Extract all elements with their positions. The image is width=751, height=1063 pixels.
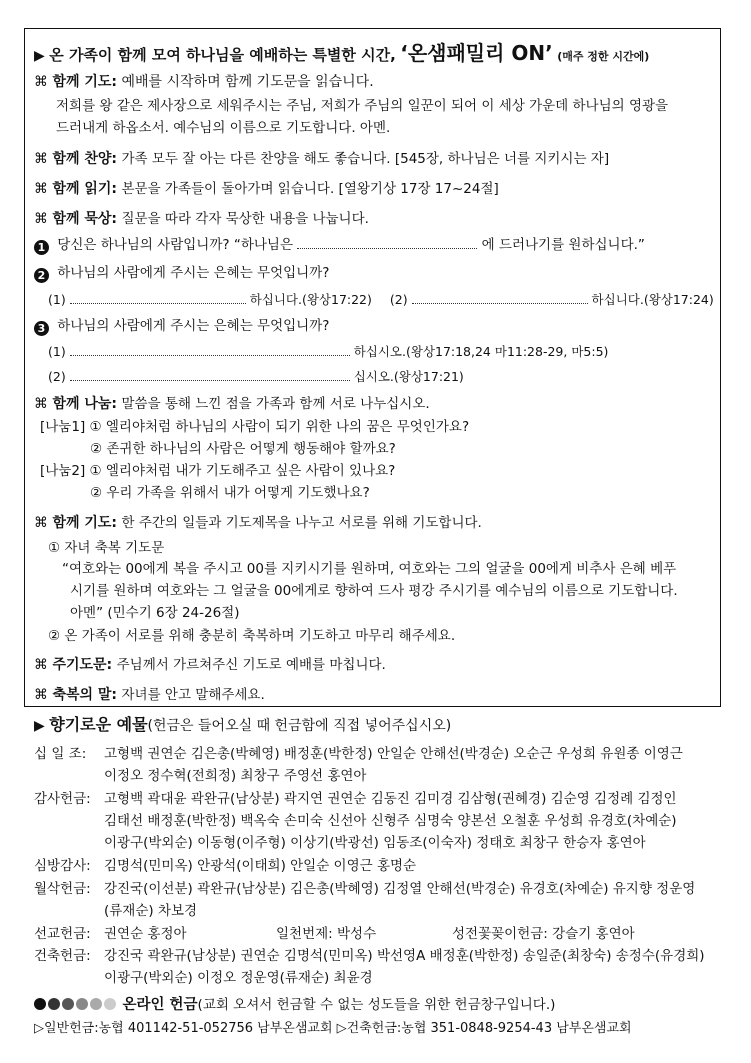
online-title: 온라인 헌금	[122, 997, 198, 1013]
prayer2-row	[34, 514, 482, 532]
command-icon: ⌘	[34, 515, 48, 531]
answer-ref: 하십시오.(왕상17:18,24 마11:28-29, 마5:5)	[353, 344, 609, 359]
question-1	[34, 236, 645, 255]
answer-number: (1)	[48, 344, 66, 359]
answer-blank	[70, 292, 246, 304]
dot-icon	[62, 998, 74, 1010]
flower-label: 성전꽃꽂이헌금:	[452, 926, 548, 942]
dot-icon	[76, 998, 88, 1010]
prayer1-body: 저희를 왕 같은 제사장으로 세워주시는 주님, 저희가 주님의 일꾼이 되어 이 세상 가운데 하나님의 영광을	[56, 98, 669, 114]
lords-prayer-text: 주님께서 가르쳐주신 기도로 예배를 마칩니다.	[116, 657, 386, 673]
monthly-label: 월삭헌금:	[34, 881, 91, 897]
answer-blank	[70, 344, 350, 356]
number-3-icon: 3	[34, 321, 49, 336]
blessing-text: 자녀를 안고 말해주세요.	[121, 687, 265, 703]
dot-icon	[90, 998, 102, 1010]
dot-icon	[104, 998, 116, 1010]
command-icon: ⌘	[34, 687, 48, 703]
sharing-text: 말씀을 통해 느낀 점을 가족과 함께 서로 나누십시오.	[121, 396, 430, 412]
meditation-text: 질문을 따라 각자 묵상한 내용을 나눕니다.	[121, 211, 369, 227]
thanks-row	[34, 790, 677, 808]
question-3	[34, 317, 329, 336]
sharing-label: 함께 나눔:	[52, 396, 118, 412]
header-text: 온 가족이 함께 모여 하나님을 예배하는 특별한 시간,	[49, 46, 396, 64]
building-names: 강진국 곽완규(남상분) 권연순 김명석(민미옥) 박선영A 배정훈(박한정) 송일준(최창숙) 송정수(유경희)	[104, 948, 705, 964]
arrow-icon: ▶	[34, 48, 45, 64]
number-1-icon: 1	[34, 240, 49, 255]
prayer1-text: 예배를 시작하며 함께 기도문을 읽습니다.	[121, 74, 374, 90]
header	[34, 40, 649, 70]
meditation-row	[34, 210, 369, 228]
prayer2-label: 함께 기도:	[52, 515, 118, 531]
prayer2-body: 시기를 원하며 여호와는 그 얼굴을 00에게로 향하여 드사 평강 주시기를 예수님의 이름으로 기도합니다.	[70, 583, 678, 599]
praise-label: 함께 찬양:	[52, 151, 118, 167]
command-icon: ⌘	[34, 211, 48, 227]
blessing-label: 축복의 말:	[52, 687, 118, 703]
visit-thanks-row	[34, 857, 416, 875]
flower-row	[452, 925, 635, 943]
question-1-text: 당신은 하나님의 사람입니까? “하나님은	[57, 237, 293, 253]
answer-number: (2)	[48, 369, 66, 384]
online-header	[34, 996, 555, 1014]
question-3-answer-2	[48, 368, 464, 386]
building-row	[34, 947, 705, 965]
dot-icon	[48, 998, 60, 1010]
header-note: (매주 정한 시간에)	[557, 50, 650, 63]
thanks-names: 고형백 곽대윤 곽완규(남상분) 곽지연 권연순 김동진 김미경 김삼형(권혜경) 김순영 김정례 김정인	[104, 791, 677, 807]
lords-prayer-row	[34, 656, 386, 674]
prayer2-body: 아멘” (민수기 6장 24-26절)	[70, 605, 240, 621]
command-icon: ⌘	[34, 74, 48, 90]
first-fruits-label: 일천번제:	[276, 926, 333, 942]
praise-text: 가족 모두 잘 아는 다른 찬양을 해도 좋습니다. [545장, 하나님은 너를 지키시는 자]	[121, 151, 610, 167]
answer-blank	[412, 292, 588, 304]
prayer1-body: 드러내게 하옵소서. 예수님의 이름으로 기도합니다. 아멘.	[56, 120, 391, 136]
answer-ref: 하십니다.(왕상17:22)	[249, 292, 372, 307]
blessing-row	[34, 686, 265, 704]
mission-names: 권연순 홍정아	[104, 926, 187, 942]
command-icon: ⌘	[34, 181, 48, 197]
mission-row	[34, 925, 187, 943]
tithe-names: 고형백 권연순 김은총(박혜영) 배정훈(박한정) 안일순 안해선(박경순) 오순근 우성희 유원종 이영근	[104, 746, 683, 762]
sharing-item: ② 우리 가족을 위해서 내가 어떻게 기도했나요?	[90, 485, 370, 501]
monthly-names: 강진국(이선분) 곽완규(남상분) 김은총(박혜영) 김정열 안해선(박경순) 유경호(차예순) 유지향 정운영	[104, 881, 696, 897]
sharing-item: [나눔2] ① 엘리야처럼 내가 기도해주고 싶은 사람이 있나요?	[40, 463, 396, 479]
number-2-icon: 2	[34, 268, 49, 283]
first-fruits-row	[276, 925, 376, 943]
thanks-names: 김태선 배정훈(박한정) 백옥숙 손미숙 신선아 신형주 심명숙 양본선 오철훈 우성희 유경호(차예순)	[104, 813, 677, 829]
tithe-label: 십 일 조:	[34, 746, 87, 762]
question-1-end: 에 드러나기를 원하십니다.”	[481, 237, 645, 253]
answer-number: (2)	[389, 292, 408, 307]
header-title: ‘온샘패밀리 ON’	[400, 41, 553, 65]
reading-text: 본문을 가족들이 돌아가며 읽습니다. [열왕기상 17장 17~24절]	[121, 181, 499, 197]
prayer2-body: “여호와는 00에게 복을 주시고 00를 지키시기를 원하며, 여호와는 그의 얼굴을 00에게 비추사 은혜 베푸	[62, 561, 677, 577]
monthly-names: (류재순) 차보경	[104, 903, 198, 919]
prayer2-item: ① 자녀 축복 기도문	[48, 540, 165, 556]
answer-ref: 십시오.(왕상17:21)	[353, 369, 464, 384]
monthly-row	[34, 880, 695, 898]
prayer2-item: ② 온 가족이 서로를 위해 충분히 축복하며 기도하고 마무리 해주세요.	[48, 628, 456, 644]
offering-title: 향기로운 예물	[49, 715, 148, 734]
answer-blank	[297, 237, 477, 249]
prayer1-row	[34, 73, 374, 91]
visit-thanks-label: 심방감사:	[34, 858, 91, 874]
reading-label: 함께 읽기:	[52, 181, 118, 197]
command-icon: ⌘	[34, 151, 48, 167]
question-2-text: 하나님의 사람에게 주시는 은혜는 무엇입니까?	[57, 265, 330, 281]
dot-icon	[34, 998, 46, 1010]
meditation-label: 함께 묵상:	[52, 211, 118, 227]
question-2	[34, 264, 329, 283]
offering-header	[34, 714, 451, 737]
sharing-item: [나눔1] ① 엘리야처럼 하나님의 사람이 되기 위한 나의 꿈은 무엇인가요?	[40, 419, 470, 435]
mission-label: 선교헌금:	[34, 926, 91, 942]
prayer1-label: 함께 기도:	[52, 74, 118, 90]
thanks-names: 이광구(박외순) 이동형(이주형) 이상기(박광선) 임동조(이숙자) 정태호 최창구 한승자 홍연아	[104, 835, 646, 851]
flower-names: 강슬기 홍연아	[552, 926, 635, 942]
question-3-text: 하나님의 사람에게 주시는 은혜는 무엇입니까?	[57, 318, 330, 334]
answer-blank	[70, 369, 350, 381]
building-label: 건축헌금:	[34, 948, 91, 964]
online-accounts: ▷일반헌금:농협 401142-51-052756 남부온샘교회 ▷건축헌금:농협 351-0848-9254-43 남부온샘교회	[34, 1021, 632, 1036]
sharing-row	[34, 395, 430, 413]
praise-row	[34, 150, 609, 168]
command-icon: ⌘	[34, 396, 48, 412]
command-icon: ⌘	[34, 657, 48, 673]
building-names: 이광구(박외순) 이정오 정운영(류재순) 최윤경	[104, 970, 373, 986]
answer-number: (1)	[48, 292, 66, 307]
first-fruits-names: 박성수	[337, 926, 377, 942]
tithe-row	[34, 745, 683, 763]
question-3-answer-1	[48, 343, 608, 361]
arrow-icon: ▶	[34, 718, 45, 734]
reading-row	[34, 180, 499, 198]
offering-note: (헌금은 들어오실 때 헌금함에 직접 넣어주십시오)	[147, 718, 452, 734]
lords-prayer-label: 주기도문:	[52, 657, 113, 673]
answer-ref: 하십니다.(왕상17:24)	[591, 292, 714, 307]
dots-decoration	[34, 997, 118, 1013]
tithe-names: 이정오 정수혁(전희정) 최창구 주영선 홍연아	[104, 768, 367, 784]
question-2-answers	[48, 291, 714, 309]
prayer2-text: 한 주간의 일들과 기도제목을 나누고 서로를 위해 기도합니다.	[121, 515, 482, 531]
online-note: (교회 오셔서 헌금할 수 없는 성도들을 위한 헌금창구입니다.)	[197, 997, 556, 1013]
thanks-label: 감사헌금:	[34, 791, 91, 807]
visit-thanks-names: 김명석(민미옥) 안광석(이태희) 안일순 이영근 홍명순	[104, 858, 417, 874]
sharing-item: ② 존귀한 하나님의 사람은 어떻게 행동해야 할까요?	[90, 441, 396, 457]
